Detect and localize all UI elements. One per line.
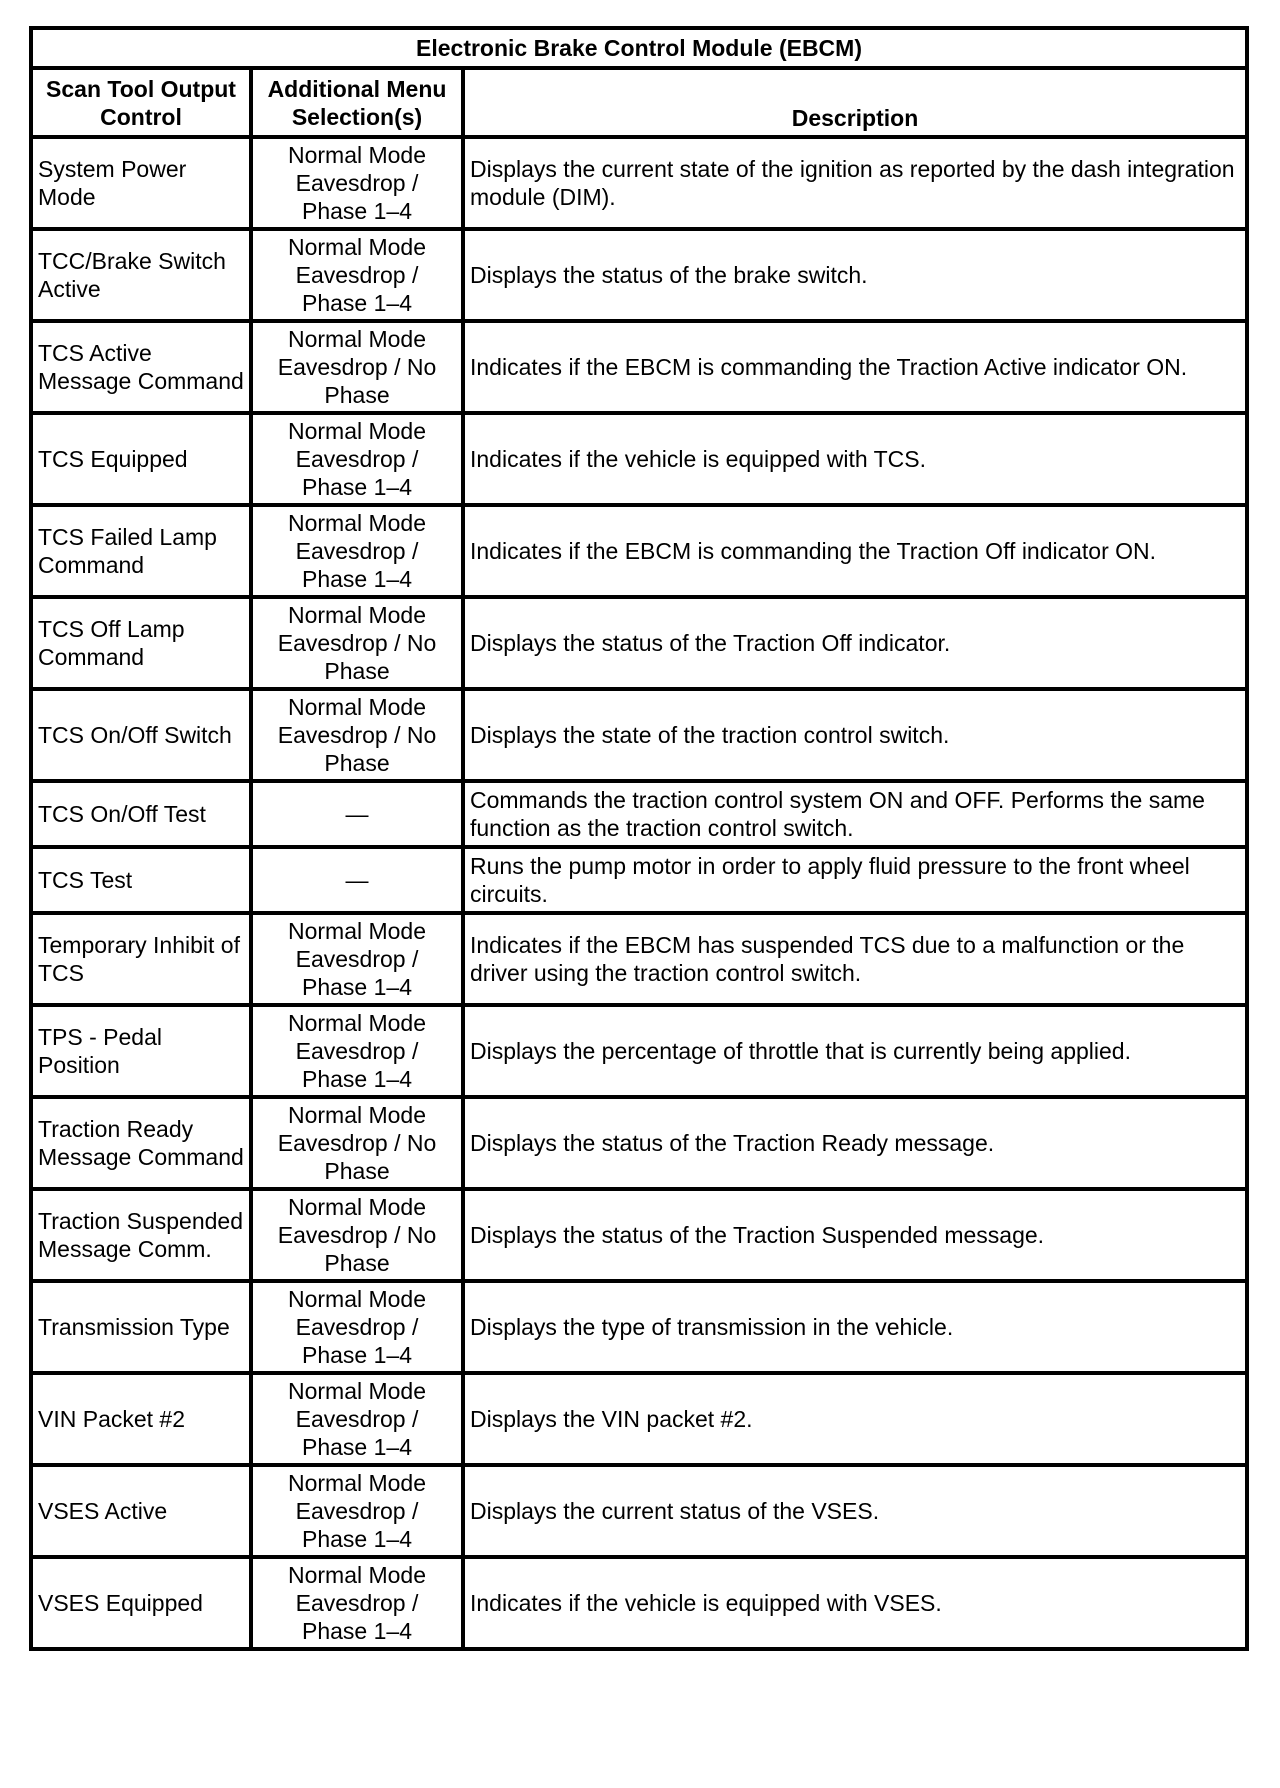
description-cell: Displays the current status of the VSES.: [463, 1465, 1247, 1557]
table-row: [31, 1005, 1247, 1097]
output-control-cell: VIN Packet #2: [31, 1373, 251, 1465]
description-cell: Indicates if the EBCM is commanding the Traction Active indicator ON.: [463, 321, 1247, 413]
output-control-cell: TCS Active Message Command: [31, 321, 251, 413]
menu-selection-cell: Normal Mode Eavesdrop / Phase 1–4: [251, 1465, 463, 1557]
menu-selection-cell: Normal Mode Eavesdrop / Phase 1–4: [251, 1281, 463, 1373]
description-cell: Displays the percentage of throttle that is currently being applied.: [463, 1005, 1247, 1097]
menu-selection-cell: Normal Mode Eavesdrop / Phase 1–4: [251, 413, 463, 505]
output-control-cell: VSES Active: [31, 1465, 251, 1557]
table-row: [31, 1097, 1247, 1189]
header-scan-tool-output-control: Scan Tool Output Control: [31, 68, 251, 137]
menu-selection-cell: Normal Mode Eavesdrop / Phase 1–4: [251, 505, 463, 597]
menu-selection-cell: Normal Mode Eavesdrop / No Phase: [251, 1189, 463, 1281]
description-cell: Displays the status of the Traction Ready message.: [463, 1097, 1247, 1189]
ebcm-table: [29, 26, 1249, 1651]
table-title: Electronic Brake Control Module (EBCM): [31, 28, 1247, 68]
table-row: [31, 413, 1247, 505]
table-row: [31, 1465, 1247, 1557]
menu-selection-cell: Normal Mode Eavesdrop / Phase 1–4: [251, 137, 463, 229]
description-cell: Displays the current state of the ignition as reported by the dash integration module (DIM).: [463, 137, 1247, 229]
table-row: [31, 1557, 1247, 1649]
description-cell: Indicates if the EBCM is commanding the Traction Off indicator ON.: [463, 505, 1247, 597]
table-row: [31, 321, 1247, 413]
description-cell: Displays the status of the brake switch.: [463, 229, 1247, 321]
header-additional-menu-selections: Additional Menu Selection(s): [251, 68, 463, 137]
table-row: [31, 1189, 1247, 1281]
menu-selection-cell: —: [251, 847, 463, 913]
description-cell: Runs the pump motor in order to apply fluid pressure to the front wheel circuits.: [463, 847, 1247, 913]
table-row: [31, 781, 1247, 847]
output-control-cell: TCC/Brake Switch Active: [31, 229, 251, 321]
menu-selection-cell: —: [251, 781, 463, 847]
description-cell: Commands the traction control system ON and OFF. Performs the same function as the traction control switch.: [463, 781, 1247, 847]
output-control-cell: VSES Equipped: [31, 1557, 251, 1649]
description-cell: Indicates if the vehicle is equipped with TCS.: [463, 413, 1247, 505]
menu-selection-cell: Normal Mode Eavesdrop / No Phase: [251, 1097, 463, 1189]
table-row: [31, 597, 1247, 689]
description-cell: Indicates if the vehicle is equipped with VSES.: [463, 1557, 1247, 1649]
output-control-cell: Transmission Type: [31, 1281, 251, 1373]
description-cell: Displays the type of transmission in the vehicle.: [463, 1281, 1247, 1373]
menu-selection-cell: Normal Mode Eavesdrop / Phase 1–4: [251, 913, 463, 1005]
menu-selection-cell: Normal Mode Eavesdrop / Phase 1–4: [251, 1557, 463, 1649]
table-row: [31, 505, 1247, 597]
output-control-cell: TPS - Pedal Position: [31, 1005, 251, 1097]
header-description: Description: [463, 68, 1247, 137]
table-row: [31, 137, 1247, 229]
menu-selection-cell: Normal Mode Eavesdrop / Phase 1–4: [251, 1005, 463, 1097]
table-row: [31, 847, 1247, 913]
output-control-cell: TCS Equipped: [31, 413, 251, 505]
table-row: [31, 689, 1247, 781]
output-control-cell: System Power Mode: [31, 137, 251, 229]
output-control-cell: TCS On/Off Test: [31, 781, 251, 847]
table-row: [31, 913, 1247, 1005]
table-row: [31, 229, 1247, 321]
menu-selection-cell: Normal Mode Eavesdrop / No Phase: [251, 597, 463, 689]
output-control-cell: Traction Suspended Message Comm.: [31, 1189, 251, 1281]
table-row: [31, 1373, 1247, 1465]
output-control-cell: TCS Off Lamp Command: [31, 597, 251, 689]
description-cell: Displays the status of the Traction Suspended message.: [463, 1189, 1247, 1281]
menu-selection-cell: Normal Mode Eavesdrop / No Phase: [251, 321, 463, 413]
output-control-cell: TCS Failed Lamp Command: [31, 505, 251, 597]
table-row: [31, 1281, 1247, 1373]
menu-selection-cell: Normal Mode Eavesdrop / Phase 1–4: [251, 229, 463, 321]
output-control-cell: TCS Test: [31, 847, 251, 913]
ebcm-table-container: [29, 26, 1245, 1651]
menu-selection-cell: Normal Mode Eavesdrop / No Phase: [251, 689, 463, 781]
output-control-cell: TCS On/Off Switch: [31, 689, 251, 781]
description-cell: Displays the state of the traction control switch.: [463, 689, 1247, 781]
menu-selection-cell: Normal Mode Eavesdrop / Phase 1–4: [251, 1373, 463, 1465]
output-control-cell: Temporary Inhibit of TCS: [31, 913, 251, 1005]
description-cell: Displays the VIN packet #2.: [463, 1373, 1247, 1465]
description-cell: Indicates if the EBCM has suspended TCS due to a malfunction or the driver using the traction control switch.: [463, 913, 1247, 1005]
output-control-cell: Traction Ready Message Command: [31, 1097, 251, 1189]
description-cell: Displays the status of the Traction Off indicator.: [463, 597, 1247, 689]
